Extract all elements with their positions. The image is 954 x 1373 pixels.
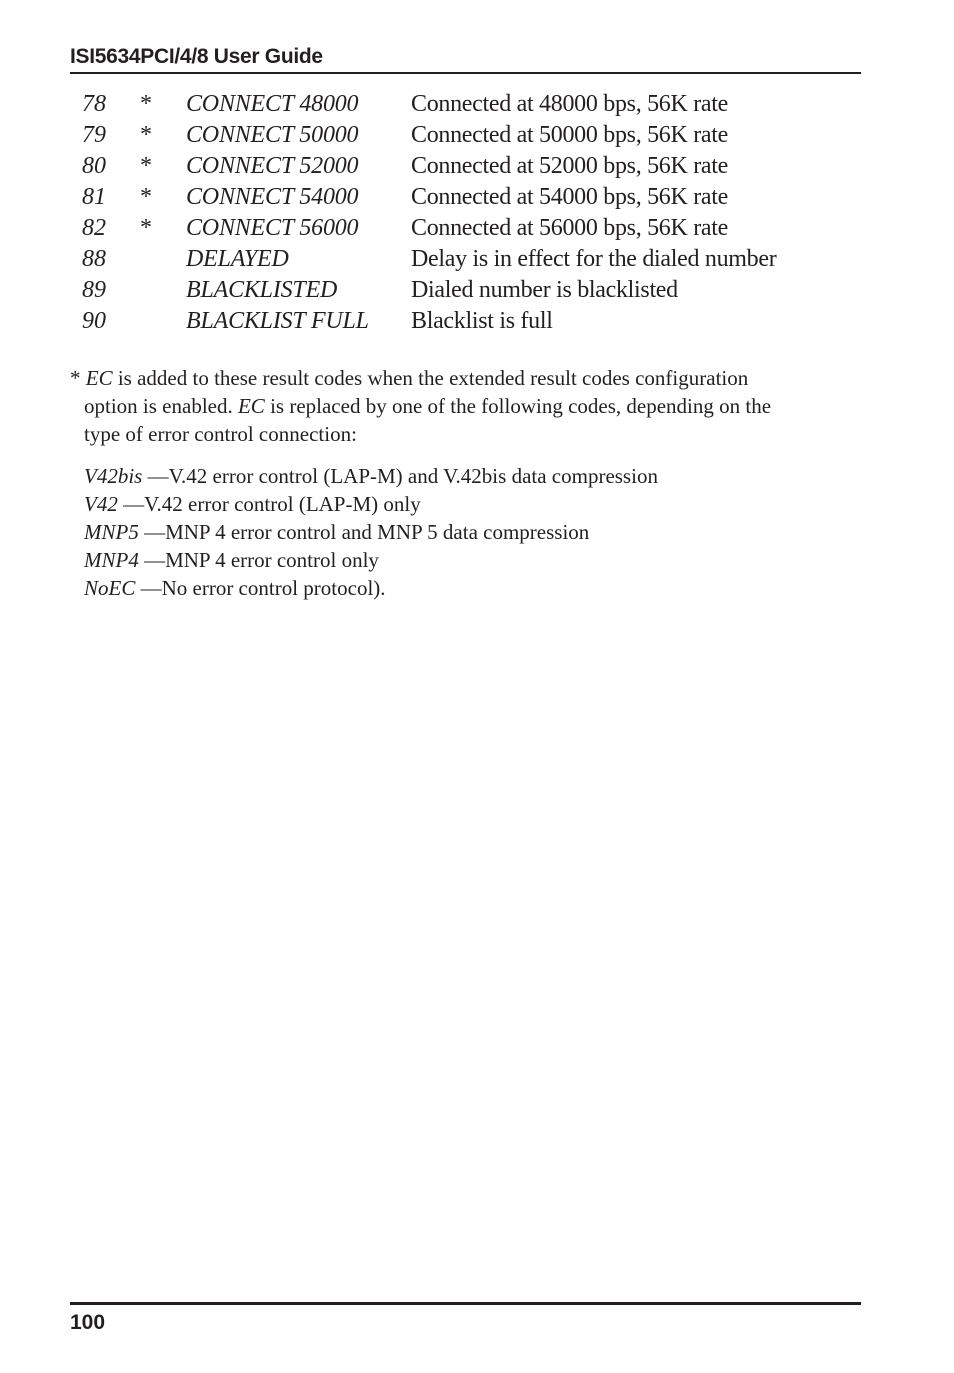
result-code-row: [82, 151, 842, 182]
result-code-row: [82, 306, 842, 337]
page-header: [70, 44, 861, 74]
result-code-row: [82, 275, 842, 306]
code-message: CONNECT 48000: [186, 91, 359, 117]
ec-code-definition: —MNP 4 error control only: [144, 548, 379, 572]
code-mark: *: [140, 153, 152, 179]
code-description: Connected at 50000 bps, 56K rate: [411, 122, 728, 148]
code-number: 82: [82, 215, 106, 241]
ec-code-term: V42: [84, 492, 118, 516]
result-code-row: [82, 244, 842, 275]
ec-code-term: V42bis: [84, 464, 143, 488]
code-number: 90: [82, 308, 106, 334]
code-message: BLACKLISTED: [186, 277, 338, 303]
ec-code-term: MNP5: [84, 520, 139, 544]
ec-code-definition: —MNP 4 error control and MNP 5 data compression: [144, 520, 590, 544]
result-codes-table: [82, 89, 842, 337]
list-item: [84, 490, 844, 518]
result-code-row: [82, 213, 842, 244]
code-message: DELAYED: [186, 246, 289, 272]
footnote-text: is added to these result codes when the extended result codes configuration: [117, 366, 749, 390]
footnote-line: [70, 420, 870, 448]
ec-term: EC: [85, 366, 113, 390]
code-description: Connected at 54000 bps, 56K rate: [411, 184, 728, 210]
code-message: CONNECT 52000: [186, 153, 359, 179]
ec-term: EC: [237, 394, 265, 418]
code-mark: *: [140, 122, 152, 148]
code-number: 80: [82, 153, 106, 179]
header-title: ISI5634PCI/4/8 User Guide: [70, 45, 323, 68]
code-number: 78: [82, 91, 106, 117]
footnote-star: *: [70, 366, 81, 390]
code-mark: *: [140, 215, 152, 241]
ec-code-term: NoEC: [84, 576, 136, 600]
code-number: 81: [82, 184, 106, 210]
list-item: [84, 546, 844, 574]
list-item: [84, 574, 844, 602]
code-number: 79: [82, 122, 106, 148]
code-number: 89: [82, 277, 106, 303]
ec-code-definition: —V.42 error control (LAP-M) only: [123, 492, 421, 516]
ec-code-definition: —V.42 error control (LAP-M) and V.42bis data compression: [147, 464, 658, 488]
code-description: Blacklist is full: [411, 308, 553, 334]
code-message: CONNECT 56000: [186, 215, 359, 241]
footnote-text: type of error control connection:: [84, 422, 357, 446]
code-number: 88: [82, 246, 106, 272]
footnote-line: [70, 364, 870, 392]
code-mark: *: [140, 184, 152, 210]
ec-code-list: [84, 462, 844, 602]
footnote-text: is replaced by one of the following codes, depending on the: [270, 394, 772, 418]
page-number: 100: [70, 1311, 106, 1334]
code-description: Connected at 52000 bps, 56K rate: [411, 153, 728, 179]
code-mark: *: [140, 91, 152, 117]
code-description: Dialed number is blacklisted: [411, 277, 678, 303]
list-item: [84, 462, 844, 490]
footnote-text: option is enabled.: [84, 394, 233, 418]
result-code-row: [82, 120, 842, 151]
footnote-line: [70, 392, 870, 420]
ec-code-definition: —No error control protocol).: [140, 576, 386, 600]
footnote: [70, 364, 870, 448]
code-description: Connected at 48000 bps, 56K rate: [411, 91, 728, 117]
list-item: [84, 518, 844, 546]
code-description: Delay is in effect for the dialed number: [411, 246, 777, 272]
code-message: BLACKLIST FULL: [186, 308, 369, 334]
result-code-row: [82, 182, 842, 213]
code-message: CONNECT 50000: [186, 122, 359, 148]
result-code-row: [82, 89, 842, 120]
code-message: CONNECT 54000: [186, 184, 359, 210]
ec-code-term: MNP4: [84, 548, 139, 572]
page-footer: [70, 1302, 861, 1334]
code-description: Connected at 56000 bps, 56K rate: [411, 215, 728, 241]
